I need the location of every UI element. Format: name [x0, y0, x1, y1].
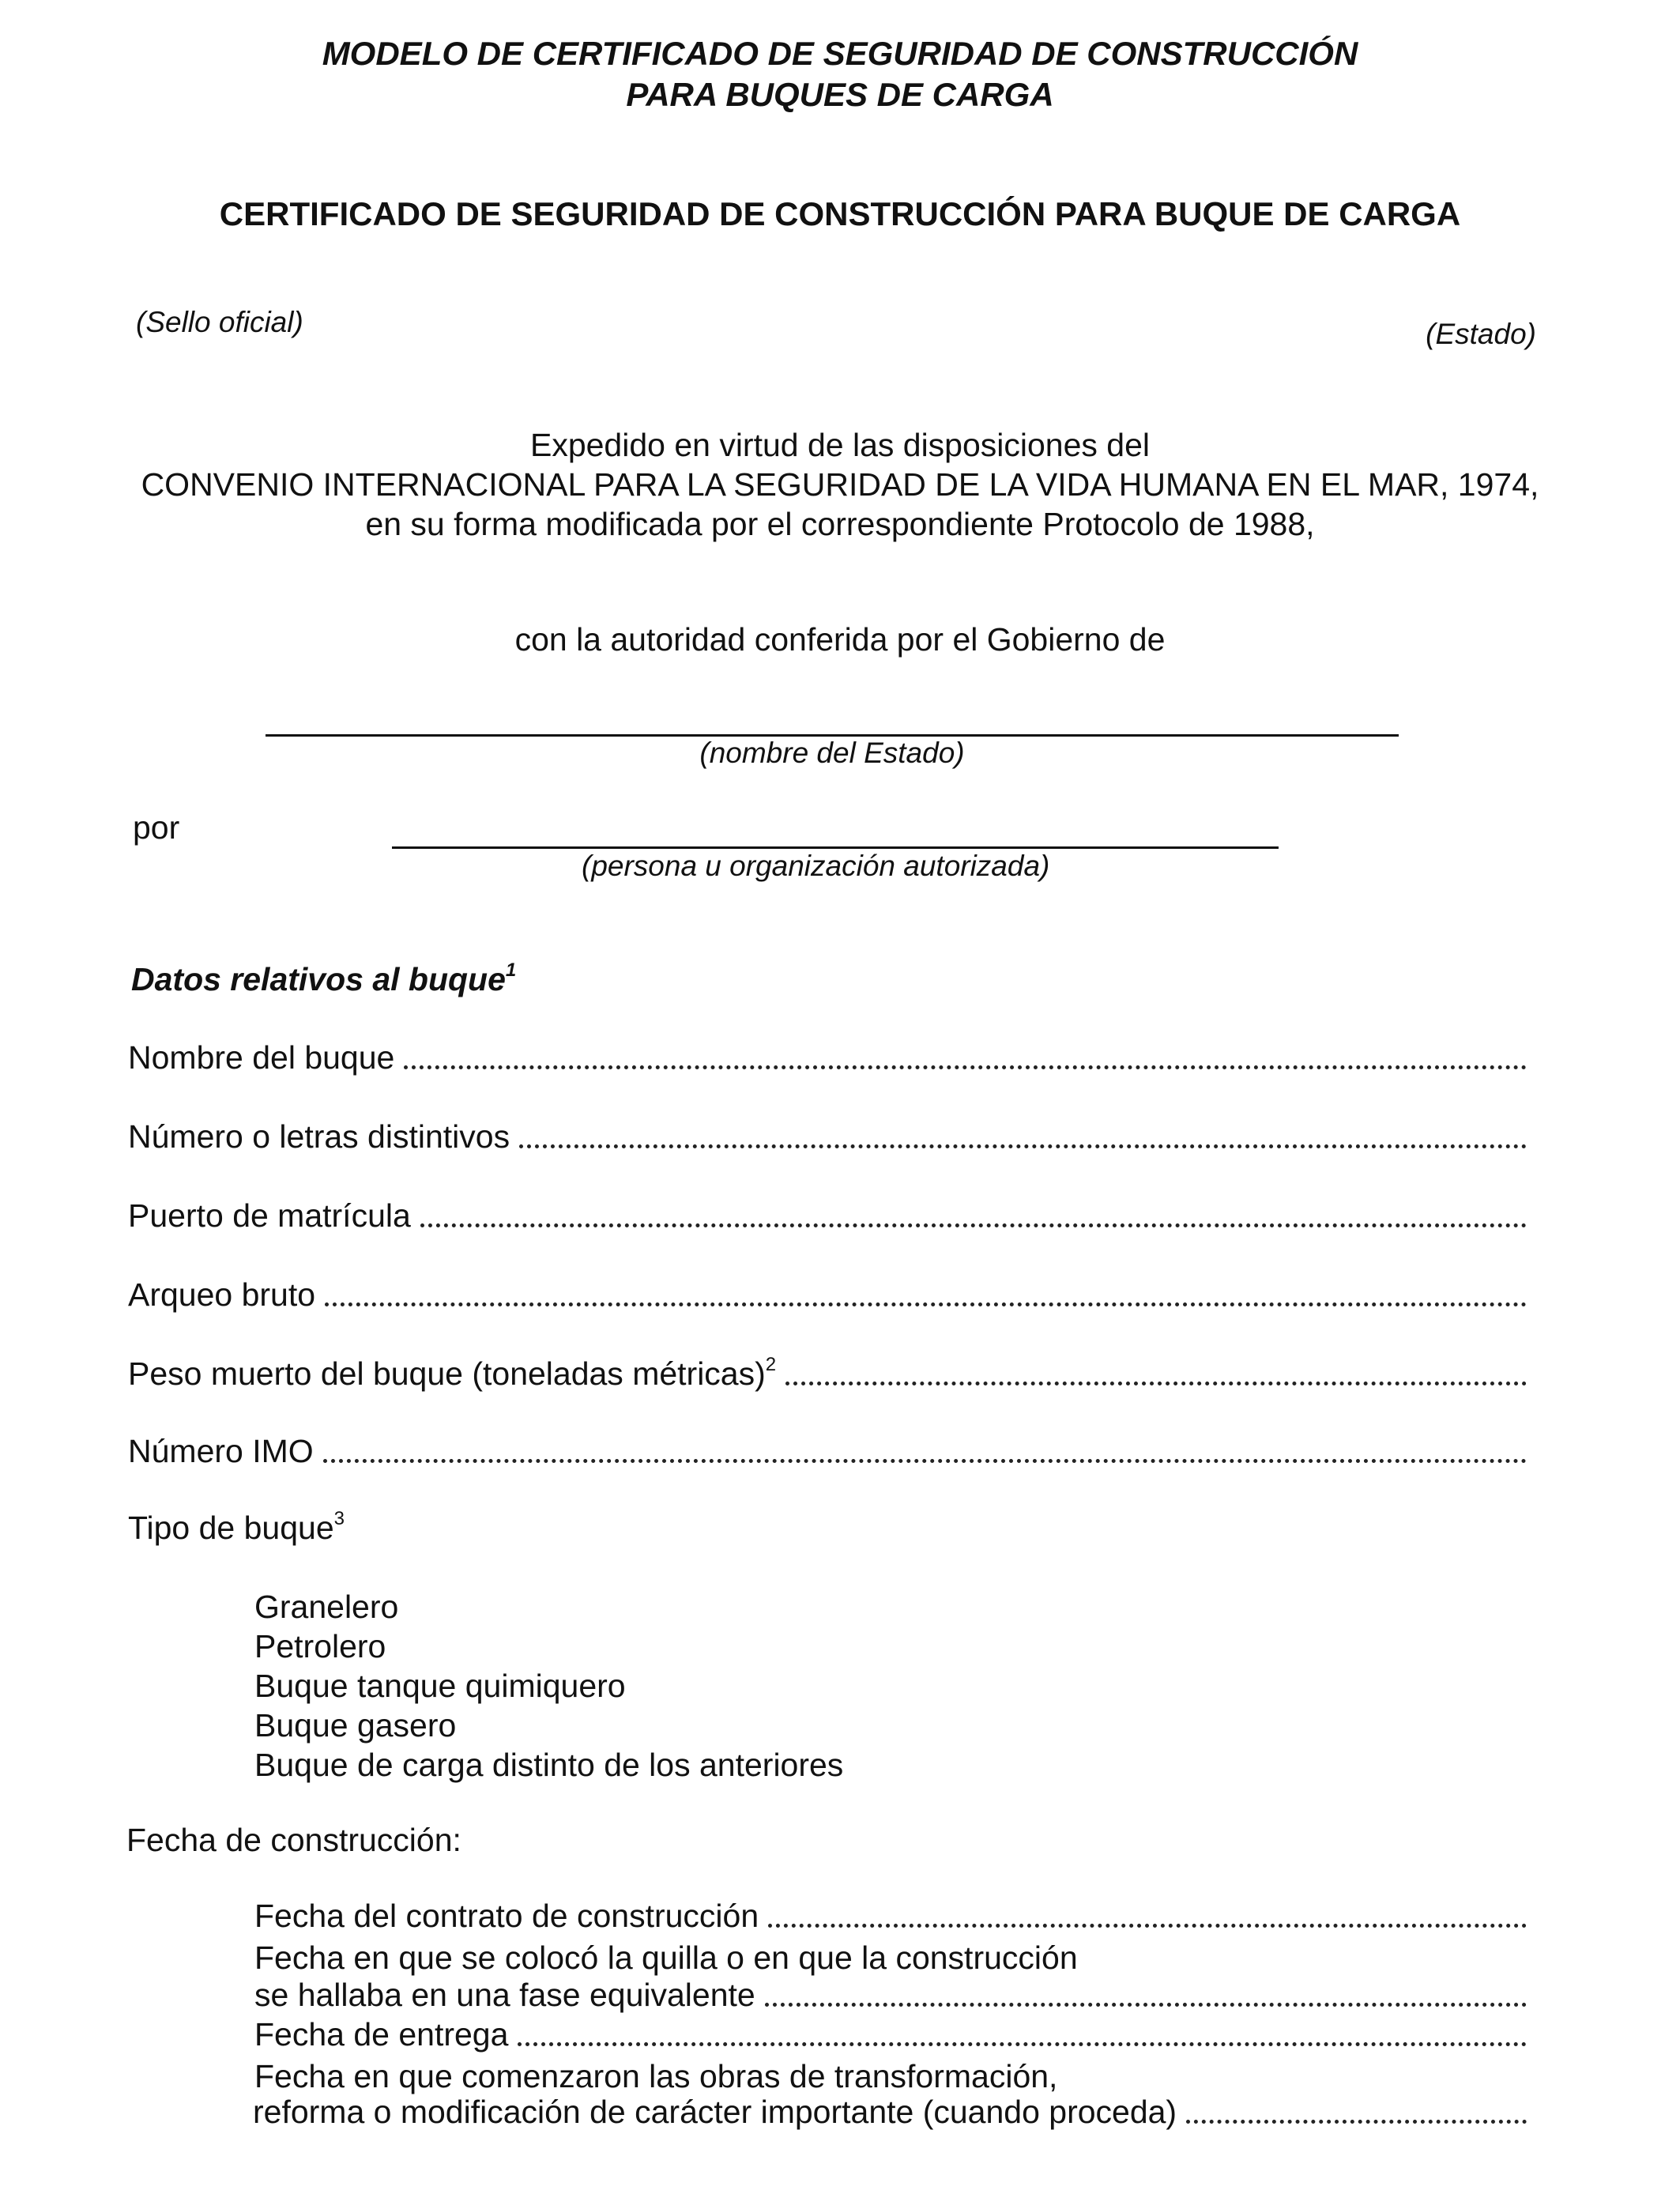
- ship-type-option[interactable]: Granelero: [254, 1589, 399, 1625]
- dotted-leader: [404, 1065, 1527, 1069]
- by-label: por: [133, 809, 180, 846]
- imo-label: Número IMO: [128, 1433, 314, 1469]
- gross-tonnage-label: Arqueo bruto: [128, 1276, 316, 1313]
- construction-date-label: Fecha de construcción:: [126, 1822, 461, 1858]
- ship-type-label: [128, 1510, 345, 1547]
- authorized-line[interactable]: [392, 846, 1279, 849]
- port-field[interactable]: [128, 1193, 1527, 1235]
- ship-type-label-text: Tipo de buque: [128, 1510, 334, 1546]
- footnote-marker: 2: [765, 1354, 777, 1375]
- dotted-leader: [323, 1459, 1527, 1463]
- gross-tonnage-field[interactable]: [128, 1272, 1527, 1314]
- deadweight-label: [128, 1355, 785, 1393]
- contract-date-field[interactable]: [254, 1895, 1527, 1935]
- port-label: Puerto de matrícula: [128, 1197, 411, 1234]
- ship-type-option[interactable]: Petrolero: [254, 1628, 386, 1664]
- authority-text: con la autoridad conferida por el Gobierno de: [514, 621, 1166, 658]
- dotted-leader: [519, 1144, 1527, 1148]
- delivery-date-field[interactable]: [254, 2014, 1527, 2053]
- ship-name-field[interactable]: [128, 1035, 1527, 1076]
- footnote-marker: 3: [333, 1508, 345, 1529]
- dotted-leader: [1186, 2120, 1527, 2124]
- seal-label: (Sello oficial): [136, 306, 303, 338]
- authorized-caption: (persona u organización autorizada): [582, 850, 1050, 882]
- dotted-leader: [518, 2042, 1527, 2046]
- certificate-title: CERTIFICADO DE SEGURIDAD DE CONSTRUCCIÓN PARA BUQUE DE CARGA: [219, 195, 1461, 232]
- ship-name-label: Nombre del buque: [128, 1039, 395, 1076]
- delivery-date-label: Fecha de entrega: [254, 2016, 509, 2053]
- conversion-date-label-line2: reforma o modificación de carácter importante (cuando proceda): [253, 2094, 1177, 2130]
- ship-type-option[interactable]: Buque de carga distinto de los anteriores: [254, 1747, 844, 1783]
- dotted-leader: [768, 1924, 1527, 1928]
- state-name-caption: (nombre del Estado): [699, 737, 965, 769]
- ship-section-heading: [131, 961, 516, 998]
- distinctive-field[interactable]: [128, 1114, 1527, 1155]
- conversion-date-label-line1: Fecha en que comenzaron las obras de transformación,: [254, 2058, 1058, 2094]
- issued-line1: Expedido en virtud de las disposiciones del: [529, 427, 1151, 463]
- keel-date-label-line2: se hallaba en una fase equivalente: [254, 1977, 755, 2013]
- deadweight-label-text: Peso muerto del buque (toneladas métricas): [128, 1355, 766, 1392]
- ship-section-heading-text: Datos relativos al buque: [131, 961, 506, 997]
- model-title-line1: MODELO DE CERTIFICADO DE SEGURIDAD DE CONSTRUCCIÓN: [322, 35, 1358, 72]
- issued-line3: en su forma modificada por el correspondiente Protocolo de 1988,: [365, 506, 1315, 542]
- deadweight-field[interactable]: [128, 1351, 1527, 1393]
- keel-date-label-line1: Fecha en que se colocó la quilla o en que la construcción: [254, 1940, 1078, 1976]
- keel-date-field[interactable]: [254, 1974, 1527, 2014]
- dotted-leader: [420, 1223, 1527, 1227]
- conversion-date-field[interactable]: [253, 2091, 1527, 2131]
- model-title-line2: PARA BUQUES DE CARGA: [626, 76, 1054, 113]
- ship-type-option[interactable]: Buque gasero: [254, 1707, 457, 1744]
- distinctive-label: Número o letras distintivos: [128, 1118, 510, 1155]
- state-label: (Estado): [1426, 318, 1536, 350]
- dotted-leader: [325, 1302, 1527, 1306]
- imo-field[interactable]: [128, 1429, 1527, 1470]
- contract-date-label: Fecha del contrato de construcción: [254, 1898, 759, 1934]
- dotted-leader: [765, 2003, 1527, 2007]
- ship-type-option[interactable]: Buque tanque quimiquero: [254, 1668, 626, 1704]
- dotted-leader: [785, 1382, 1527, 1385]
- footnote-marker: 1: [505, 959, 517, 981]
- issued-line2: CONVENIO INTERNACIONAL PARA LA SEGURIDAD DE LA VIDA HUMANA EN EL MAR, 1974,: [141, 466, 1539, 503]
